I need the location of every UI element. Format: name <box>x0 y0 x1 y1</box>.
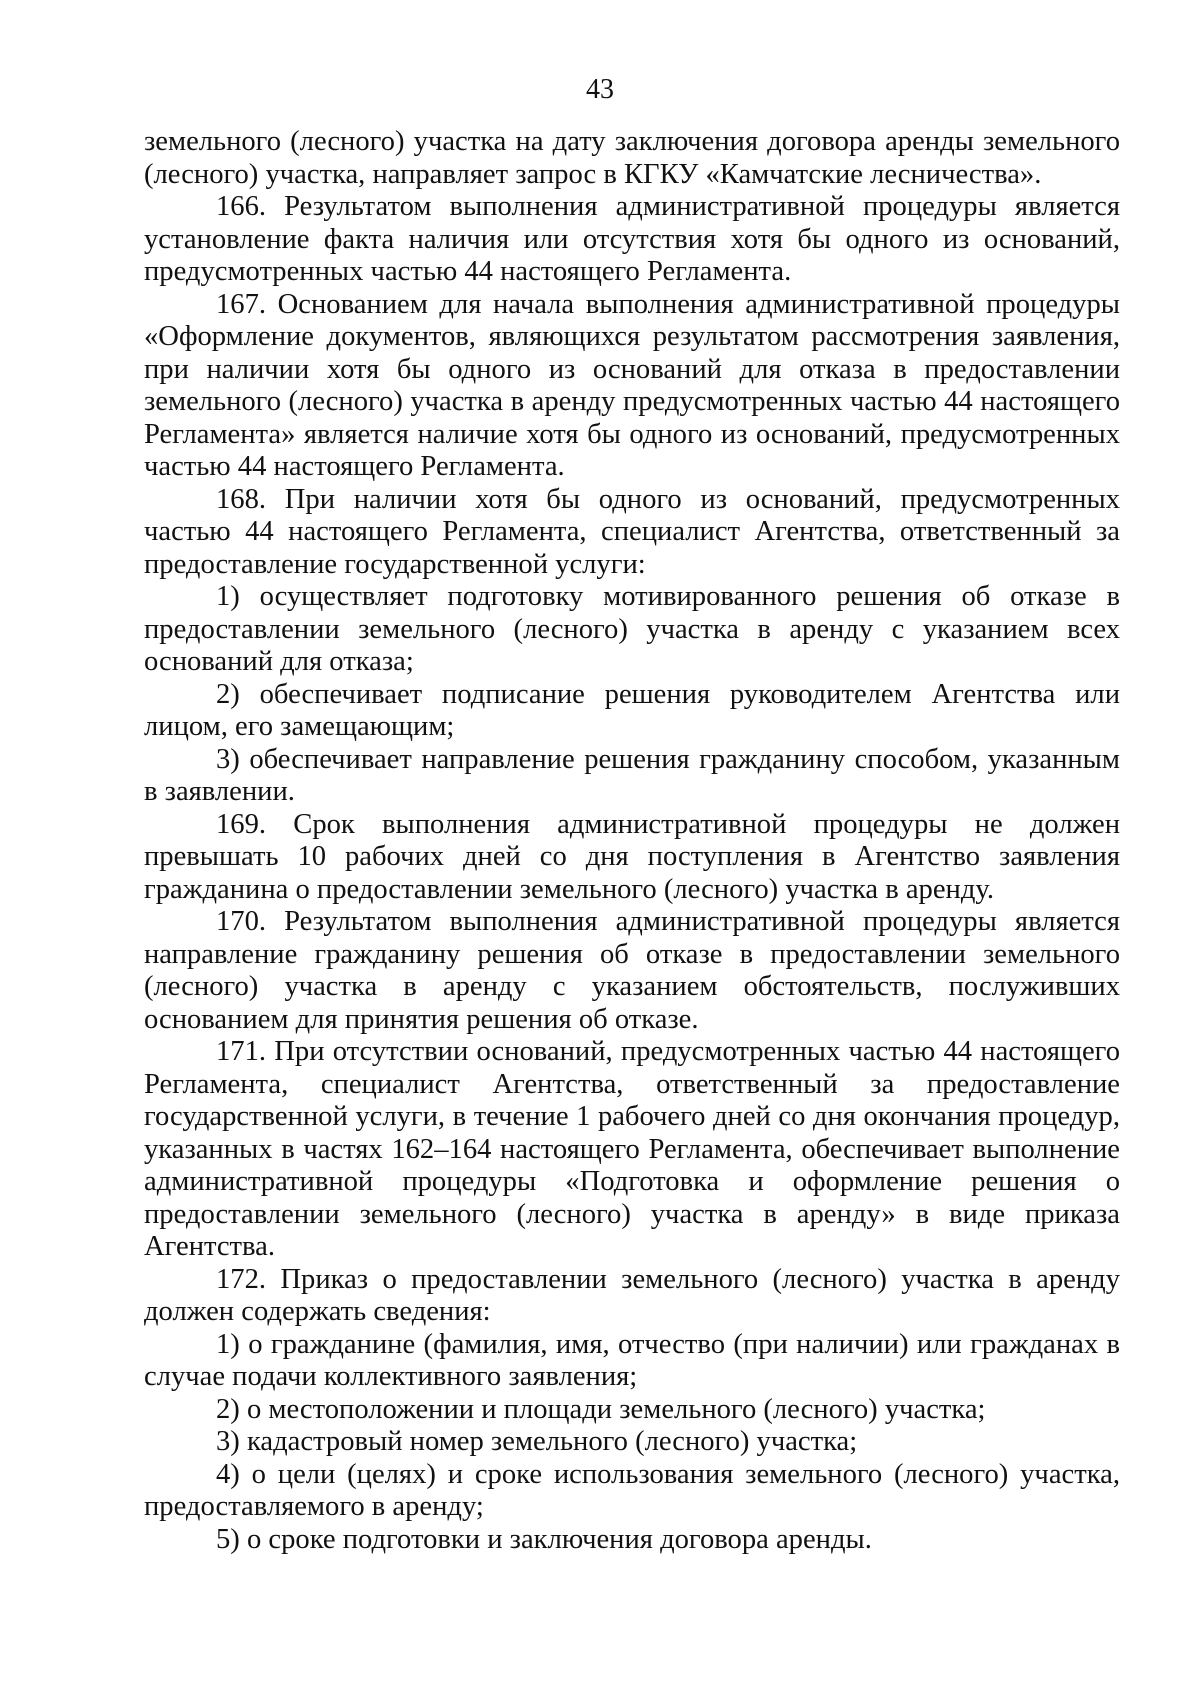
page-number: 43 <box>586 74 614 105</box>
list-item-168-2: 2) обеспечивает подписание решения руководителем Агентства или лицом, его замещающим; <box>144 678 1120 742</box>
paragraph-167: 167. Основанием для начала выполнения административной процедуры «Оформление документов, являющихся результатом рассмотрения заявления, при наличии хотя бы одного из оснований для отказа в предоставлении земельного (лесного) участка в аренду предусмотренных частью 44 настоящего Регламента» является наличие хотя бы одного из оснований, предусмотренных частью 44 настоящего Регламента. <box>144 288 1120 482</box>
list-item-172-2: 2) о местоположении и площади земельного (лесного) участка; <box>216 1393 986 1425</box>
paragraph-168: 168. При наличии хотя бы одного из оснований, предусмотренных частью 44 настоящего Регламента, специалист Агентства, ответственный за предоставление государственной услуги: <box>144 483 1120 580</box>
list-item-168-3: 3) обеспечивает направление решения гражданину способом, указанным в заявлении. <box>144 743 1120 807</box>
list-item-168-1: 1) осуществляет подготовку мотивированного решения об отказе в предоставлении земельного (лесного) участка в аренду с указанием всех оснований для отказа; <box>144 581 1120 677</box>
document-body <box>144 126 1120 1556</box>
paragraph-166: 166. Результатом выполнения административной процедуры является установление факта наличия или отсутствия хотя бы одного из оснований, предусмотренных частью 44 настоящего Регламента. <box>144 191 1120 287</box>
paragraph-172: 172. Приказ о предоставлении земельного (лесного) участка в аренду должен содержать сведения: <box>144 1263 1120 1327</box>
list-item-172-5: 5) о сроке подготовки и заключения договора аренды. <box>216 1523 872 1555</box>
paragraph-170: 170. Результатом выполнения административной процедуры является направление гражданину решения об отказе в предоставлении земельного (лесного) участка в аренду с указанием обстоятельств, послуживших основанием для принятия решения об отказе. <box>144 906 1120 1035</box>
paragraph-continuation: земельного (лесного) участка на дату заключения договора аренды земельного (лесного) участка, направляет запрос в КГКУ «Камчатские лесничества». <box>144 126 1120 190</box>
list-item-172-1: 1) о гражданине (фамилия, имя, отчество (при наличии) или гражданах в случае подачи коллективного заявления; <box>144 1328 1120 1392</box>
paragraph-171: 171. При отсутствии оснований, предусмотренных частью 44 настоящего Регламента, специалист Агентства, ответственный за предоставление государственной услуги, в течение 1 рабочего дней со дня окончания процедур, указанных в частях 162–164 настоящего Регламента, обеспечивает выполнение административной процедуры «Подготовка и оформление решения о предоставлении земельного (лесного) участка в аренду» в виде приказа Агентства. <box>144 1036 1120 1262</box>
list-item-172-3: 3) кадастровый номер земельного (лесного) участка; <box>216 1426 858 1457</box>
paragraph-169: 169. Срок выполнения административной процедуры не должен превышать 10 рабочих дней со дня поступления в Агентство заявления гражданина о предоставлении земельного (лесного) участка в аренду. <box>144 808 1120 905</box>
list-item-172-4: 4) о цели (целях) и сроке использования земельного (лесного) участка, предоставляемого в аренду; <box>144 1458 1120 1522</box>
